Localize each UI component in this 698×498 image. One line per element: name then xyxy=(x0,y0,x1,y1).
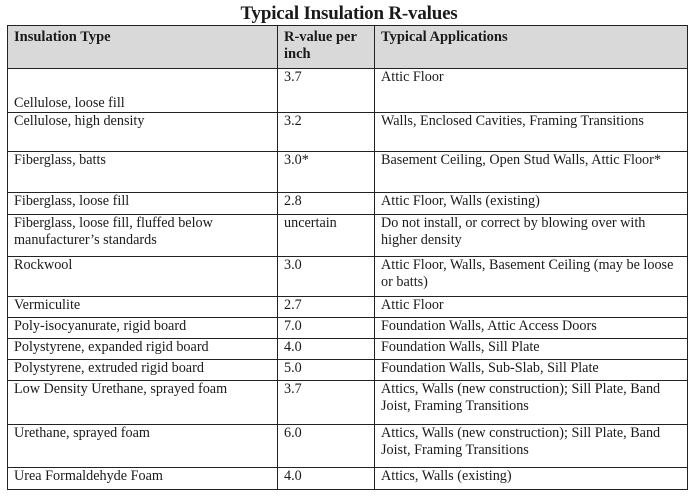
cell-r-value: 4.0 xyxy=(278,468,375,490)
table-title: Typical Insulation R-values xyxy=(240,3,458,24)
cell-r-value: 5.0 xyxy=(278,360,375,381)
table-row xyxy=(8,381,688,425)
cell-insulation-type: Fiberglass, loose fill xyxy=(8,193,278,215)
cell-r-value: 3.7 xyxy=(278,381,375,425)
cell-r-value: 2.8 xyxy=(278,193,375,215)
cell-r-value: 4.0 xyxy=(278,339,375,360)
header-r-value: R-value per inch xyxy=(278,26,375,69)
cell-typical-applications: Attic Floor, Walls, Basement Ceiling (may be loose or batts) xyxy=(375,257,688,297)
cell-typical-applications: Basement Ceiling, Open Stud Walls, Attic Floor* xyxy=(375,152,688,193)
cell-insulation-type: Urea Formaldehyde Foam xyxy=(8,468,278,490)
cell-insulation-type: Polystyrene, extruded rigid board xyxy=(8,360,278,381)
cell-insulation-type: Vermiculite xyxy=(8,297,278,318)
table-row xyxy=(8,339,688,360)
table-row xyxy=(8,215,688,257)
cell-r-value: 3.0 xyxy=(278,257,375,297)
cell-r-value: 3.7 xyxy=(278,69,375,113)
table-row xyxy=(8,257,688,297)
cell-insulation-type: Fiberglass, loose fill, fluffed below manufacturer’s standards xyxy=(8,215,278,257)
cell-typical-applications: Attic Floor xyxy=(375,297,688,318)
cell-typical-applications: Attics, Walls (existing) xyxy=(375,468,688,490)
cell-r-value: 6.0 xyxy=(278,425,375,468)
table-row xyxy=(8,468,688,490)
cell-typical-applications: Foundation Walls, Attic Access Doors xyxy=(375,318,688,339)
cell-insulation-type: Cellulose, high density xyxy=(8,113,278,152)
header-insulation-type: Insulation Type xyxy=(8,26,278,69)
table-row xyxy=(8,152,688,193)
cell-insulation-type: Fiberglass, batts xyxy=(8,152,278,193)
cell-r-value: uncertain xyxy=(278,215,375,257)
cell-typical-applications: Attic Floor, Walls (existing) xyxy=(375,193,688,215)
cell-typical-applications: Foundation Walls, Sill Plate xyxy=(375,339,688,360)
table-body xyxy=(8,69,688,490)
table-row xyxy=(8,193,688,215)
table-header-row xyxy=(8,26,688,69)
cell-insulation-type: Low Density Urethane, sprayed foam xyxy=(8,381,278,425)
cell-typical-applications: Attic Floor xyxy=(375,69,688,113)
table-row xyxy=(8,297,688,318)
cell-typical-applications: Do not install, or correct by blowing over with higher density xyxy=(375,215,688,257)
cell-insulation-type: Urethane, sprayed foam xyxy=(8,425,278,468)
cell-r-value: 7.0 xyxy=(278,318,375,339)
cell-typical-applications: Foundation Walls, Sub-Slab, Sill Plate xyxy=(375,360,688,381)
header-typical-applications: Typical Applications xyxy=(375,26,688,69)
table-row xyxy=(8,360,688,381)
insulation-r-values-table xyxy=(7,25,688,490)
cell-r-value: 2.7 xyxy=(278,297,375,318)
cell-r-value: 3.0* xyxy=(278,152,375,193)
cell-r-value: 3.2 xyxy=(278,113,375,152)
table-row xyxy=(8,69,688,113)
cell-typical-applications: Attics, Walls (new construction); Sill Plate, Band Joist, Framing Transitions xyxy=(375,381,688,425)
cell-insulation-type: Poly-isocyanurate, rigid board xyxy=(8,318,278,339)
table-row xyxy=(8,113,688,152)
cell-typical-applications: Walls, Enclosed Cavities, Framing Transitions xyxy=(375,113,688,152)
cell-insulation-type: Polystyrene, expanded rigid board xyxy=(8,339,278,360)
cell-insulation-type: Cellulose, loose fill xyxy=(8,69,278,113)
table-row xyxy=(8,425,688,468)
table-row xyxy=(8,318,688,339)
cell-typical-applications: Attics, Walls (new construction); Sill Plate, Band Joist, Framing Transitions xyxy=(375,425,688,468)
cell-insulation-type: Rockwool xyxy=(8,257,278,297)
